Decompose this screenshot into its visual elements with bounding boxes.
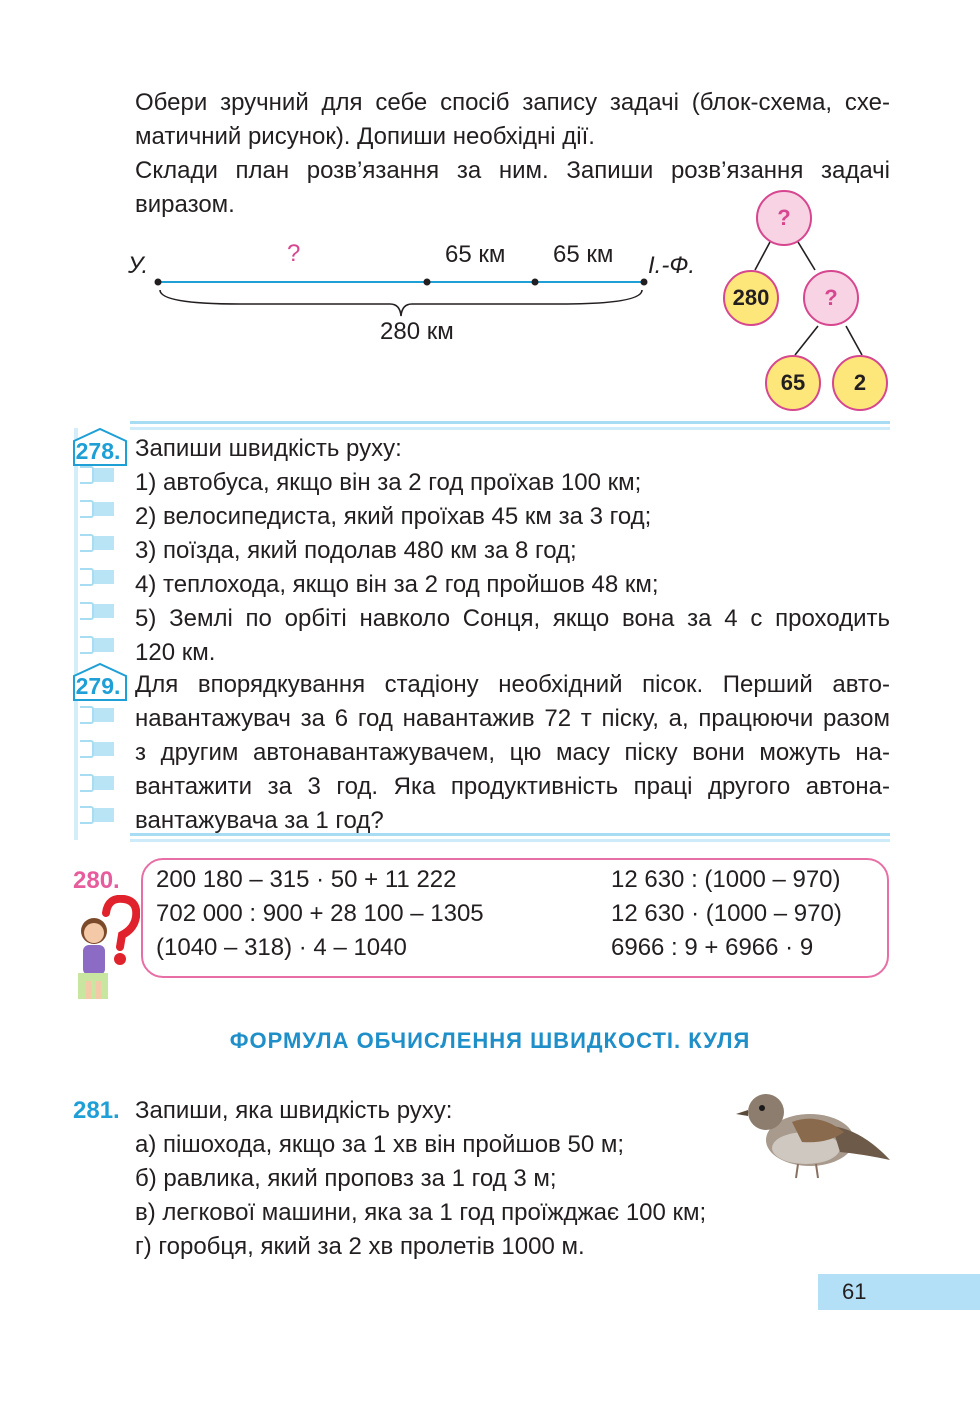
start-point-label: У. — [128, 252, 149, 279]
task-item: 2) велосипедиста, який проїхав 45 км за 3 год; — [135, 503, 652, 530]
tree-leaf-2: 2 — [832, 355, 888, 411]
task-item: б) равлика, який проповз за 1 год 3 м; — [135, 1165, 557, 1192]
task-line: Для впорядкування стадіону необхідний пісок. Перший авто- — [135, 671, 890, 698]
page-number: 61 — [842, 1279, 867, 1304]
intro-line: Склади план розв’язання за ним. Запиши розв’язання задачі — [135, 157, 890, 184]
task-281-number: 281. — [73, 1097, 120, 1124]
notebook-tab — [80, 602, 116, 620]
task-item: 1) автобуса, якщо він за 2 год проїхав 100 км; — [135, 469, 642, 496]
task-item: 120 км. — [135, 639, 216, 666]
task-item: 3) поїзда, який подолав 480 км за 8 год; — [135, 537, 577, 564]
task-item: 5) Землі по орбіті навколо Сонця, якщо вона за 4 с проходить — [135, 605, 890, 632]
segment-label: 65 км — [553, 241, 614, 268]
task-item: а) пішохода, якщо за 1 хв він пройшов 50 м; — [135, 1131, 624, 1158]
notebook-tab — [80, 534, 116, 552]
tree-right-node: ? — [803, 270, 859, 326]
expression-left: 200 180 – 315 · 50 + 11 222 — [156, 866, 457, 893]
task-line: вантажити за 3 год. Яка продуктивність праці другого автона- — [135, 773, 890, 800]
notebook-tab — [80, 740, 116, 758]
expression-left: 702 000 : 900 + 28 100 – 1305 — [156, 900, 484, 927]
page-number-tab — [818, 1274, 980, 1310]
notebook-tab — [80, 500, 116, 518]
expression-left: (1040 – 318) · 4 – 1040 — [156, 934, 407, 961]
tree-node-280: 280 — [723, 270, 779, 326]
task-number-text: 278. — [75, 438, 121, 464]
task-279-number — [70, 670, 126, 700]
task-item: г) горобця, який за 2 хв пролетів 1000 м. — [135, 1233, 585, 1260]
unknown-distance-label: ? — [287, 240, 301, 267]
end-point-label: І.-Ф. — [648, 252, 696, 279]
task-item: в) легкової машини, яка за 1 год проїжджає 100 км; — [135, 1199, 707, 1226]
task-line: вантажувача за 1 год? — [135, 807, 384, 834]
notebook-tab — [80, 774, 116, 792]
task-title: Запиши, яка швидкість руху: — [135, 1097, 453, 1124]
notebook-tab — [80, 466, 116, 484]
expression-right: 12 630 · (1000 – 970) — [611, 900, 842, 927]
notebook-tab — [80, 568, 116, 586]
sparrow-image — [732, 1082, 894, 1182]
tree-leaf-65: 65 — [765, 355, 821, 411]
girl-with-question-icon — [70, 895, 140, 1005]
total-distance-label: 280 км — [380, 318, 454, 345]
intro-line: виразом. — [135, 191, 235, 218]
task-line: з другим автонавантажувачем, цю масу піску вони можуть на- — [135, 739, 890, 766]
notebook-tab — [80, 706, 116, 724]
intro-line: матичний рисунок). Допиши необхідні дії. — [135, 123, 595, 150]
expression-right: 12 630 : (1000 – 970) — [611, 866, 841, 893]
task-278-number — [70, 435, 126, 465]
task-title: Запиши швидкість руху: — [135, 435, 402, 462]
task-number-text: 279. — [75, 673, 121, 699]
section-heading: ФОРМУЛА ОБЧИСЛЕННЯ ШВИДКОСТІ. КУЛЯ — [229, 1028, 751, 1053]
task-item: 4) теплохода, якщо він за 2 год пройшов 48 км; — [135, 571, 659, 598]
intro-line: Обери зручний для себе спосіб запису задачі (блок-схема, схе- — [135, 89, 890, 116]
top-stripe — [130, 427, 890, 430]
bottom-stripe — [130, 839, 890, 842]
notebook-tab — [80, 806, 116, 824]
top-stripe — [130, 421, 890, 424]
task-279-text — [135, 668, 890, 838]
notebook-tab — [80, 636, 116, 654]
task-281-text — [135, 1094, 755, 1264]
task-280-number: 280. — [73, 867, 120, 894]
task-278-text — [135, 432, 890, 670]
task-line: навантажувач за 6 год навантажив 72 т піску, а, працюючи разом — [135, 705, 890, 732]
tree-root-node: ? — [756, 190, 812, 246]
expression-right: 6966 : 9 + 6966 · 9 — [611, 934, 814, 961]
segment-label: 65 км — [445, 241, 506, 268]
side-bar — [74, 428, 78, 840]
